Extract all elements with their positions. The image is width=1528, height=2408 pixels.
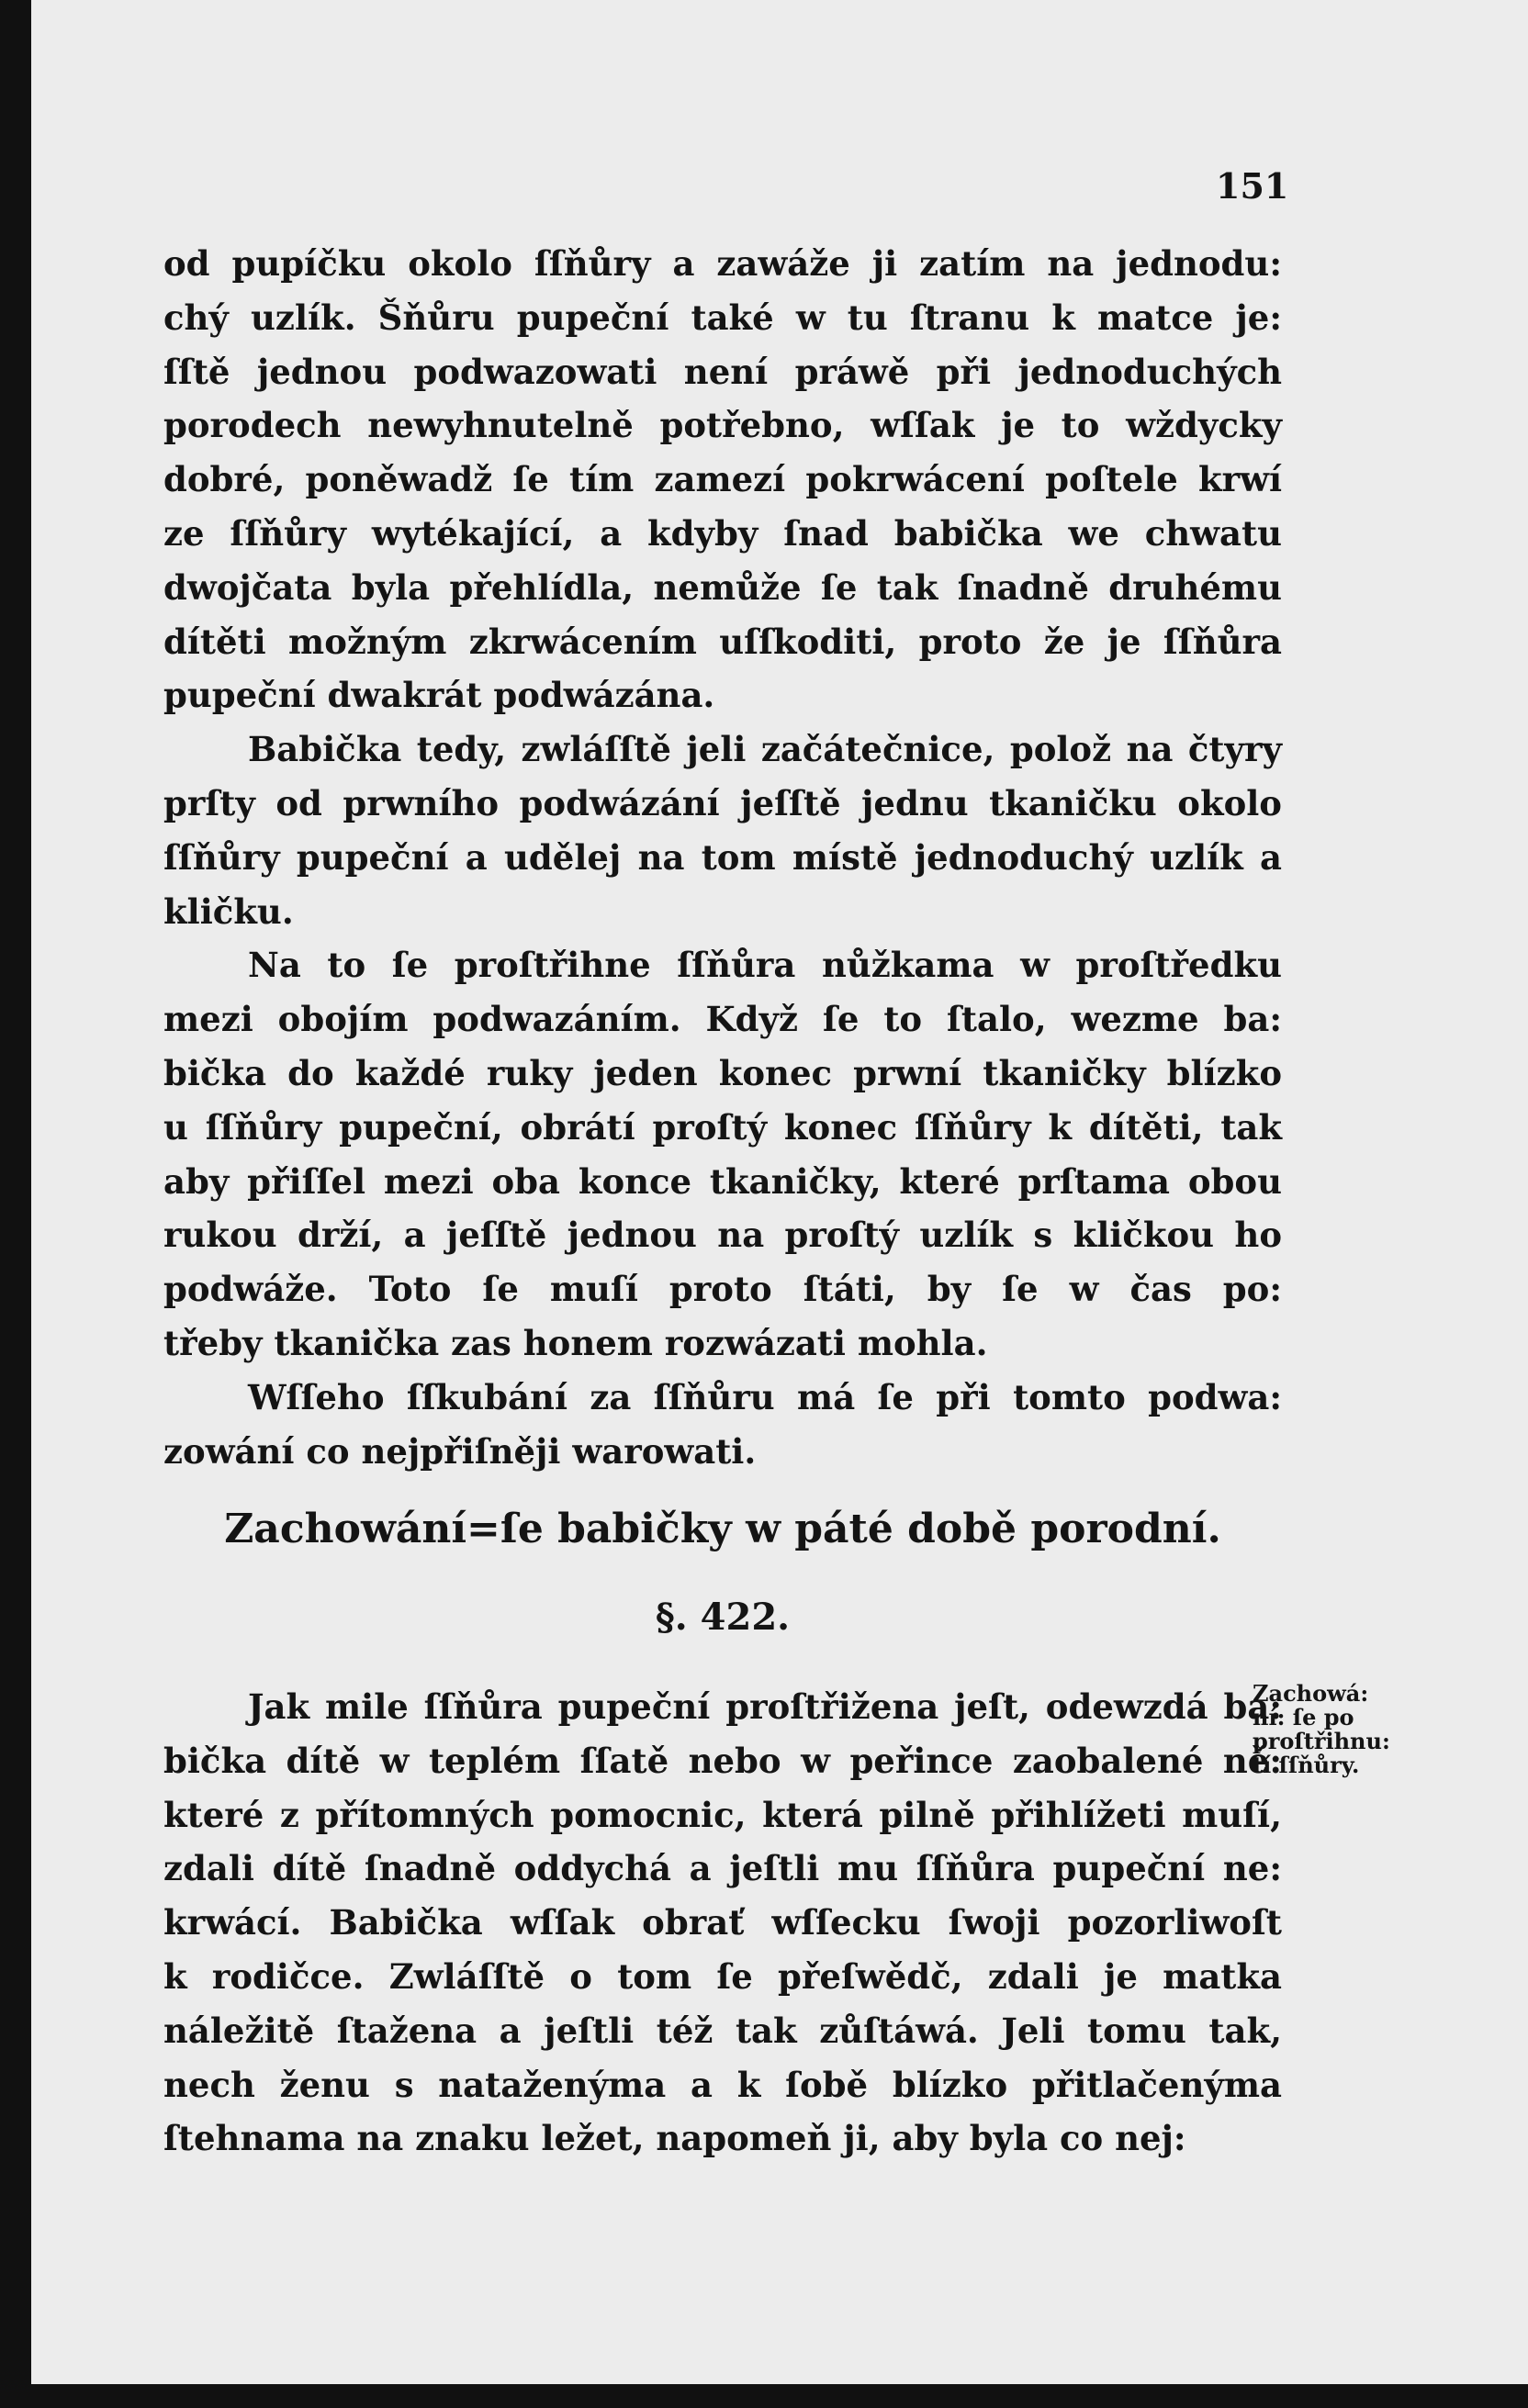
text-line: krwácí. Babička wſſak obrať wſſecku ſwoji pozorliwoſt: [163, 1902, 1282, 1943]
text-line: bička do každé ruky jeden konec prwní tkaničky blízko: [163, 1052, 1282, 1093]
text-line: dítěti možným zkrwácením uſſkoditi, proto že je ſſňůra: [163, 621, 1282, 662]
text-line: pupeční dwakrát podwázána.: [163, 675, 715, 716]
text-line: ſtehnama na znaku ležet, napomeň ji, aby byla co nej:: [163, 2118, 1186, 2159]
text-line: ſſtě jednou podwazowati není práwě při jednoduchých: [163, 351, 1282, 392]
text-line: Babička tedy, zwláſſtě jeli začátečnice, polož na čtyry: [248, 729, 1282, 770]
book-page: [31, 0, 1528, 2384]
page-number: 151: [1216, 165, 1289, 207]
text-line: aby přiſſel mezi oba konce tkaničky, které prſtama obou: [163, 1160, 1282, 1202]
margin-note-line: ní: ſe po: [1253, 1704, 1354, 1730]
text-line: mezi obojím podwazáním. Když ſe to ſtalo, wezme ba:: [163, 999, 1282, 1040]
text-line: bička dítě w teplém ſſatě nebo w peřince zaobalené ně:: [163, 1740, 1282, 1781]
text-line: podwáže. Toto ſe muſí proto ſtáti, by ſe w čas po:: [163, 1269, 1282, 1310]
text-line: ze ſſňůry wytékající, a kdyby ſnad babička we chwatu: [163, 512, 1282, 554]
text-block-top: [163, 237, 1282, 1478]
text-line: kličku.: [163, 890, 294, 932]
text-block-bottom: [163, 1680, 1282, 2166]
text-line: zowání co nejpřiſněji warowati.: [163, 1430, 757, 1472]
text-line: prſty od prwního podwázání jeſſtě jednu tkaničku okolo: [163, 782, 1282, 823]
text-line: Jak mile ſſňůra pupeční proſtřižena jeſt, odewzdá ba:: [248, 1686, 1282, 1727]
scan-left-edge: [0, 0, 31, 2408]
text-line: rukou drží, a jeſſtě jednou na proſtý uzlík s kličkou ho: [163, 1215, 1282, 1256]
text-line: Na to ſe proſtřihne ſſňůra nůžkama w proſtředku: [248, 945, 1282, 986]
text-line: Wſſeho ſſkubání za ſſňůru má ſe při tomto podwa:: [248, 1376, 1282, 1417]
text-line: k rodičce. Zwláſſtě o tom ſe přeſwědč, zdali je matka: [163, 1955, 1282, 1997]
text-line: zdali dítě ſnadně oddychá a jeſtli mu ſſňůra pupeční ne:: [163, 1848, 1282, 1889]
section-heading: Zachowání=ſe babičky w páté době porodní.: [224, 1506, 1221, 1552]
text-line: dobré, poněwadž ſe tím zamezí pokrwácení poſtele krwí: [163, 459, 1282, 500]
text-line: u ſſňůry pupeční, obrátí proſtý konec ſſňůry k dítěti, tak: [163, 1106, 1282, 1148]
scan-bottom-edge: [0, 2384, 1528, 2408]
text-line: chý uzlík. Šňůru pupeční také w tu ſtranu k matce je:: [163, 297, 1282, 338]
text-line: od pupíčku okolo ſſňůry a zawáže ji zatím na jednodu:: [163, 243, 1282, 284]
text-line: ſſňůry pupeční a udělej na tom místě jednoduchý uzlík a: [163, 836, 1282, 878]
margin-note: [1253, 1682, 1436, 1777]
text-line: třeby tkanička zas honem rozwázati mohla.: [163, 1322, 988, 1363]
margin-note-line: tí ſſňůry.: [1253, 1752, 1360, 1778]
text-line: dwojčata byla přehlídla, nemůže ſe tak ſnadně druhému: [163, 566, 1282, 608]
text-line: nech ženu s nataženýma a k ſobě blízko přitlačenýma: [163, 2064, 1282, 2105]
text-line: náležitě ſtažena a jeſtli též tak zůſtáwá. Jeli tomu tak,: [163, 2010, 1282, 2051]
text-line: které z přítomných pomocnic, která pilně přihlížeti muſí,: [163, 1794, 1282, 1835]
margin-note-line: proſtřihnu:: [1253, 1728, 1390, 1754]
text-line: porodech newyhnutelně potřebno, wſſak je to wždycky: [163, 405, 1282, 446]
margin-note-line: Zachowá:: [1253, 1680, 1369, 1707]
section-number: §. 422.: [655, 1596, 791, 1639]
